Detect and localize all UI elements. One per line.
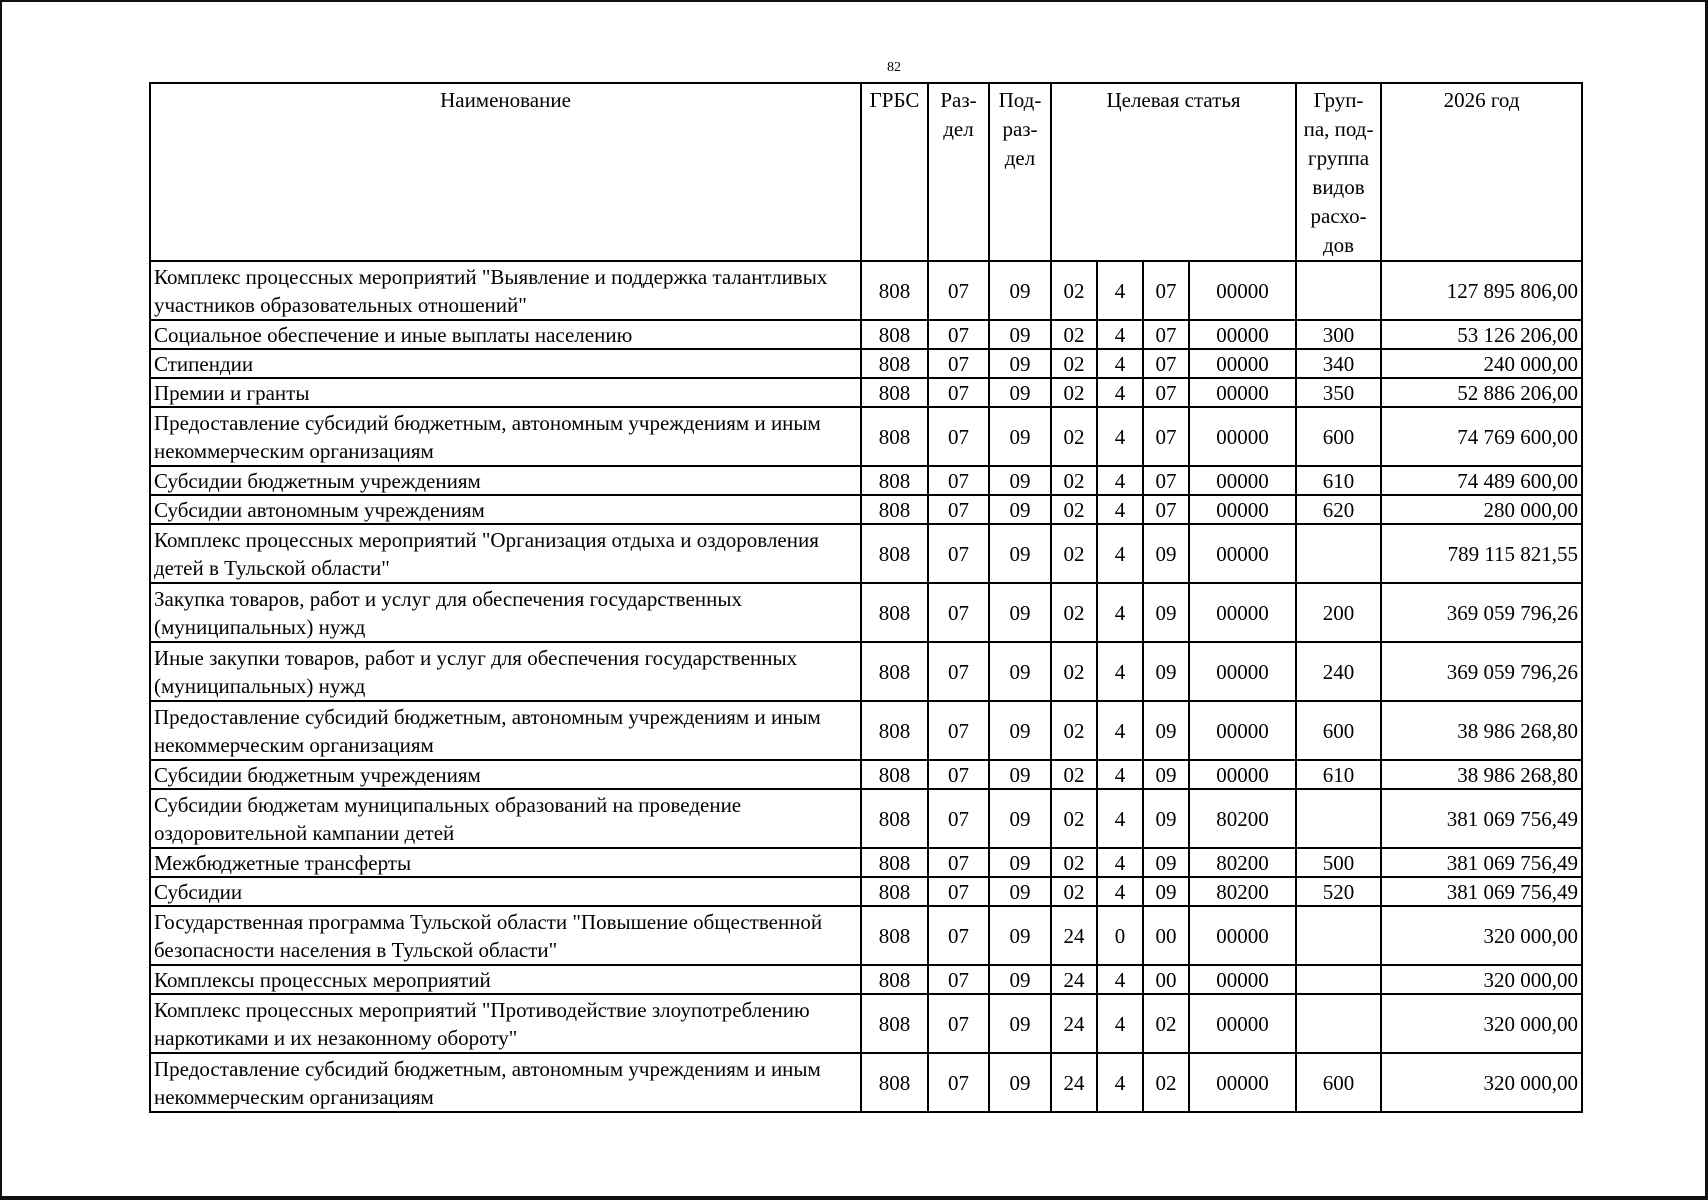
cell-target-program: 24 xyxy=(1051,994,1097,1053)
cell-target-program: 02 xyxy=(1051,877,1097,906)
cell-target-type: 4 xyxy=(1097,407,1143,466)
cell-grbs: 808 xyxy=(861,906,928,965)
cell-amount-2026: 240 000,00 xyxy=(1381,349,1582,378)
cell-razdel: 07 xyxy=(928,965,989,994)
cell-amount-2026: 127 895 806,00 xyxy=(1381,261,1582,320)
cell-target-direction: 00000 xyxy=(1189,407,1296,466)
cell-target-subprogram: 09 xyxy=(1143,877,1189,906)
cell-target-subprogram: 02 xyxy=(1143,994,1189,1053)
cell-target-direction: 00000 xyxy=(1189,642,1296,701)
cell-amount-2026: 381 069 756,49 xyxy=(1381,877,1582,906)
cell-razdel: 07 xyxy=(928,378,989,407)
cell-razdel: 07 xyxy=(928,994,989,1053)
cell-grbs: 808 xyxy=(861,524,928,583)
cell-target-program: 02 xyxy=(1051,466,1097,495)
cell-expense-group: 620 xyxy=(1296,495,1381,524)
cell-target-type: 4 xyxy=(1097,378,1143,407)
cell-expense-group xyxy=(1296,906,1381,965)
cell-target-direction: 00000 xyxy=(1189,378,1296,407)
cell-razdel: 07 xyxy=(928,789,989,848)
cell-target-direction: 00000 xyxy=(1189,760,1296,789)
cell-target-subprogram: 09 xyxy=(1143,848,1189,877)
cell-razdel: 07 xyxy=(928,848,989,877)
cell-amount-2026: 320 000,00 xyxy=(1381,906,1582,965)
cell-podrazdel: 09 xyxy=(989,349,1051,378)
cell-name: Социальное обеспечение и иные выплаты населению xyxy=(150,320,861,349)
cell-name: Субсидии бюджетным учреждениям xyxy=(150,466,861,495)
cell-target-direction: 00000 xyxy=(1189,320,1296,349)
cell-amount-2026: 52 886 206,00 xyxy=(1381,378,1582,407)
cell-name: Закупка товаров, работ и услуг для обеспечения государственных (муниципальных) нужд xyxy=(150,583,861,642)
cell-razdel: 07 xyxy=(928,642,989,701)
cell-target-type: 4 xyxy=(1097,642,1143,701)
cell-target-type: 4 xyxy=(1097,1053,1143,1112)
cell-target-type: 4 xyxy=(1097,789,1143,848)
cell-target-subprogram: 09 xyxy=(1143,524,1189,583)
cell-target-subprogram: 07 xyxy=(1143,495,1189,524)
cell-target-type: 4 xyxy=(1097,848,1143,877)
cell-name: Комплексы процессных мероприятий xyxy=(150,965,861,994)
cell-target-subprogram: 07 xyxy=(1143,407,1189,466)
cell-razdel: 07 xyxy=(928,1053,989,1112)
cell-expense-group xyxy=(1296,261,1381,320)
cell-target-subprogram: 07 xyxy=(1143,378,1189,407)
cell-name: Предоставление субсидий бюджетным, автономным учреждениям и иным некоммерческим организациям xyxy=(150,701,861,760)
table-row xyxy=(150,583,1582,642)
cell-amount-2026: 53 126 206,00 xyxy=(1381,320,1582,349)
header-expense-group: Груп- па, под- группа видов расхо- дов xyxy=(1296,83,1381,261)
cell-amount-2026: 74 489 600,00 xyxy=(1381,466,1582,495)
cell-expense-group: 520 xyxy=(1296,877,1381,906)
cell-target-direction: 00000 xyxy=(1189,466,1296,495)
cell-expense-group: 610 xyxy=(1296,466,1381,495)
cell-grbs: 808 xyxy=(861,320,928,349)
cell-razdel: 07 xyxy=(928,495,989,524)
cell-name: Стипендии xyxy=(150,349,861,378)
cell-target-program: 02 xyxy=(1051,407,1097,466)
cell-grbs: 808 xyxy=(861,378,928,407)
cell-razdel: 07 xyxy=(928,349,989,378)
cell-target-program: 02 xyxy=(1051,701,1097,760)
table-row xyxy=(150,261,1582,320)
cell-target-subprogram: 07 xyxy=(1143,349,1189,378)
cell-target-direction: 00000 xyxy=(1189,701,1296,760)
cell-target-type: 4 xyxy=(1097,583,1143,642)
table-row xyxy=(150,1053,1582,1112)
cell-podrazdel: 09 xyxy=(989,965,1051,994)
cell-target-type: 4 xyxy=(1097,524,1143,583)
cell-target-subprogram: 00 xyxy=(1143,906,1189,965)
cell-name: Комплекс процессных мероприятий "Выявление и поддержка талантливых участников образовательных отношений" xyxy=(150,261,861,320)
header-razdel: Раз- дел xyxy=(928,83,989,261)
cell-target-subprogram: 00 xyxy=(1143,965,1189,994)
table-row xyxy=(150,378,1582,407)
cell-target-direction: 80200 xyxy=(1189,848,1296,877)
cell-target-direction: 00000 xyxy=(1189,583,1296,642)
cell-target-subprogram: 07 xyxy=(1143,466,1189,495)
cell-amount-2026: 38 986 268,80 xyxy=(1381,760,1582,789)
cell-name: Премии и гранты xyxy=(150,378,861,407)
table-row xyxy=(150,466,1582,495)
cell-expense-group: 600 xyxy=(1296,1053,1381,1112)
table-row xyxy=(150,407,1582,466)
cell-podrazdel: 09 xyxy=(989,848,1051,877)
cell-target-program: 02 xyxy=(1051,349,1097,378)
cell-target-subprogram: 07 xyxy=(1143,320,1189,349)
cell-target-program: 02 xyxy=(1051,583,1097,642)
cell-target-type: 4 xyxy=(1097,466,1143,495)
table-row xyxy=(150,495,1582,524)
cell-target-type: 4 xyxy=(1097,261,1143,320)
cell-grbs: 808 xyxy=(861,994,928,1053)
cell-expense-group: 340 xyxy=(1296,349,1381,378)
cell-grbs: 808 xyxy=(861,583,928,642)
cell-grbs: 808 xyxy=(861,642,928,701)
cell-amount-2026: 369 059 796,26 xyxy=(1381,642,1582,701)
cell-podrazdel: 09 xyxy=(989,994,1051,1053)
cell-target-program: 02 xyxy=(1051,378,1097,407)
cell-podrazdel: 09 xyxy=(989,642,1051,701)
cell-target-direction: 00000 xyxy=(1189,906,1296,965)
cell-target-program: 02 xyxy=(1051,848,1097,877)
header-name: Наименование xyxy=(150,83,861,261)
cell-name: Предоставление субсидий бюджетным, автономным учреждениям и иным некоммерческим организациям xyxy=(150,1053,861,1112)
cell-amount-2026: 381 069 756,49 xyxy=(1381,848,1582,877)
cell-name: Субсидии бюджетным учреждениям xyxy=(150,760,861,789)
cell-target-subprogram: 07 xyxy=(1143,261,1189,320)
cell-target-direction: 00000 xyxy=(1189,495,1296,524)
cell-name: Комплекс процессных мероприятий "Организация отдыха и оздоровления детей в Тульской области" xyxy=(150,524,861,583)
header-year: 2026 год xyxy=(1381,83,1582,261)
table-row xyxy=(150,994,1582,1053)
cell-target-direction: 00000 xyxy=(1189,524,1296,583)
cell-target-type: 4 xyxy=(1097,701,1143,760)
cell-podrazdel: 09 xyxy=(989,320,1051,349)
cell-podrazdel: 09 xyxy=(989,583,1051,642)
cell-name: Государственная программа Тульской области "Повышение общественной безопасности населения в Тульской области" xyxy=(150,906,861,965)
cell-razdel: 07 xyxy=(928,760,989,789)
cell-podrazdel: 09 xyxy=(989,701,1051,760)
cell-target-direction: 00000 xyxy=(1189,349,1296,378)
cell-target-direction: 80200 xyxy=(1189,789,1296,848)
table-row xyxy=(150,320,1582,349)
table-row xyxy=(150,349,1582,378)
table-header-row xyxy=(150,83,1582,261)
cell-name: Межбюджетные трансферты xyxy=(150,848,861,877)
page-number: 82 xyxy=(887,60,901,75)
cell-target-program: 02 xyxy=(1051,789,1097,848)
cell-name: Субсидии xyxy=(150,877,861,906)
cell-razdel: 07 xyxy=(928,261,989,320)
cell-target-direction: 80200 xyxy=(1189,877,1296,906)
cell-grbs: 808 xyxy=(861,789,928,848)
cell-target-subprogram: 09 xyxy=(1143,583,1189,642)
cell-amount-2026: 280 000,00 xyxy=(1381,495,1582,524)
cell-podrazdel: 09 xyxy=(989,760,1051,789)
cell-target-subprogram: 09 xyxy=(1143,789,1189,848)
cell-amount-2026: 320 000,00 xyxy=(1381,1053,1582,1112)
cell-amount-2026: 320 000,00 xyxy=(1381,965,1582,994)
cell-name: Иные закупки товаров, работ и услуг для обеспечения государственных (муниципальных) нужд xyxy=(150,642,861,701)
cell-grbs: 808 xyxy=(861,848,928,877)
cell-expense-group: 240 xyxy=(1296,642,1381,701)
cell-target-subprogram: 09 xyxy=(1143,760,1189,789)
cell-expense-group xyxy=(1296,789,1381,848)
cell-podrazdel: 09 xyxy=(989,789,1051,848)
cell-amount-2026: 789 115 821,55 xyxy=(1381,524,1582,583)
cell-expense-group: 350 xyxy=(1296,378,1381,407)
table-row xyxy=(150,642,1582,701)
cell-target-type: 0 xyxy=(1097,906,1143,965)
cell-razdel: 07 xyxy=(928,906,989,965)
cell-amount-2026: 38 986 268,80 xyxy=(1381,701,1582,760)
cell-target-type: 4 xyxy=(1097,965,1143,994)
table-row xyxy=(150,848,1582,877)
cell-name: Субсидии автономным учреждениям xyxy=(150,495,861,524)
cell-target-subprogram: 09 xyxy=(1143,642,1189,701)
cell-grbs: 808 xyxy=(861,495,928,524)
cell-expense-group xyxy=(1296,965,1381,994)
cell-grbs: 808 xyxy=(861,349,928,378)
cell-target-type: 4 xyxy=(1097,495,1143,524)
cell-razdel: 07 xyxy=(928,407,989,466)
cell-target-direction: 00000 xyxy=(1189,994,1296,1053)
cell-podrazdel: 09 xyxy=(989,1053,1051,1112)
cell-razdel: 07 xyxy=(928,583,989,642)
cell-podrazdel: 09 xyxy=(989,261,1051,320)
table-row xyxy=(150,524,1582,583)
cell-grbs: 808 xyxy=(861,965,928,994)
cell-target-type: 4 xyxy=(1097,877,1143,906)
table-body xyxy=(150,261,1582,1112)
cell-grbs: 808 xyxy=(861,760,928,789)
table-row xyxy=(150,965,1582,994)
cell-podrazdel: 09 xyxy=(989,906,1051,965)
cell-target-program: 02 xyxy=(1051,495,1097,524)
table-row xyxy=(150,789,1582,848)
cell-target-program: 02 xyxy=(1051,320,1097,349)
cell-target-program: 24 xyxy=(1051,965,1097,994)
cell-podrazdel: 09 xyxy=(989,524,1051,583)
cell-expense-group: 610 xyxy=(1296,760,1381,789)
cell-target-direction: 00000 xyxy=(1189,261,1296,320)
header-target-article: Целевая статья xyxy=(1051,83,1296,261)
cell-target-program: 02 xyxy=(1051,524,1097,583)
cell-target-program: 02 xyxy=(1051,261,1097,320)
table-row xyxy=(150,760,1582,789)
cell-grbs: 808 xyxy=(861,261,928,320)
cell-grbs: 808 xyxy=(861,877,928,906)
cell-amount-2026: 369 059 796,26 xyxy=(1381,583,1582,642)
cell-expense-group: 600 xyxy=(1296,407,1381,466)
cell-expense-group: 300 xyxy=(1296,320,1381,349)
cell-razdel: 07 xyxy=(928,320,989,349)
cell-target-program: 24 xyxy=(1051,906,1097,965)
cell-name: Субсидии бюджетам муниципальных образований на проведение оздоровительной кампании детей xyxy=(150,789,861,848)
cell-razdel: 07 xyxy=(928,701,989,760)
cell-amount-2026: 381 069 756,49 xyxy=(1381,789,1582,848)
cell-grbs: 808 xyxy=(861,701,928,760)
cell-podrazdel: 09 xyxy=(989,877,1051,906)
cell-target-program: 02 xyxy=(1051,642,1097,701)
cell-podrazdel: 09 xyxy=(989,495,1051,524)
cell-name: Комплекс процессных мероприятий "Противодействие злоупотреблению наркотиками и их незаконному обороту" xyxy=(150,994,861,1053)
cell-target-type: 4 xyxy=(1097,320,1143,349)
cell-target-direction: 00000 xyxy=(1189,965,1296,994)
cell-target-type: 4 xyxy=(1097,760,1143,789)
budget-table xyxy=(149,82,1583,1113)
cell-target-program: 24 xyxy=(1051,1053,1097,1112)
cell-grbs: 808 xyxy=(861,407,928,466)
table-row xyxy=(150,701,1582,760)
cell-podrazdel: 09 xyxy=(989,407,1051,466)
cell-name: Предоставление субсидий бюджетным, автономным учреждениям и иным некоммерческим организациям xyxy=(150,407,861,466)
cell-amount-2026: 74 769 600,00 xyxy=(1381,407,1582,466)
cell-grbs: 808 xyxy=(861,1053,928,1112)
cell-target-subprogram: 02 xyxy=(1143,1053,1189,1112)
cell-razdel: 07 xyxy=(928,524,989,583)
cell-razdel: 07 xyxy=(928,877,989,906)
table-row xyxy=(150,877,1582,906)
cell-expense-group xyxy=(1296,524,1381,583)
cell-expense-group xyxy=(1296,994,1381,1053)
cell-podrazdel: 09 xyxy=(989,378,1051,407)
cell-expense-group: 500 xyxy=(1296,848,1381,877)
cell-razdel: 07 xyxy=(928,466,989,495)
cell-expense-group: 600 xyxy=(1296,701,1381,760)
cell-expense-group: 200 xyxy=(1296,583,1381,642)
cell-amount-2026: 320 000,00 xyxy=(1381,994,1582,1053)
cell-target-subprogram: 09 xyxy=(1143,701,1189,760)
header-podrazdel: Под- раз- дел xyxy=(989,83,1051,261)
cell-grbs: 808 xyxy=(861,466,928,495)
cell-target-direction: 00000 xyxy=(1189,1053,1296,1112)
cell-target-program: 02 xyxy=(1051,760,1097,789)
cell-target-type: 4 xyxy=(1097,349,1143,378)
cell-podrazdel: 09 xyxy=(989,466,1051,495)
table-row xyxy=(150,906,1582,965)
header-grbs: ГРБС xyxy=(861,83,928,261)
cell-target-type: 4 xyxy=(1097,994,1143,1053)
